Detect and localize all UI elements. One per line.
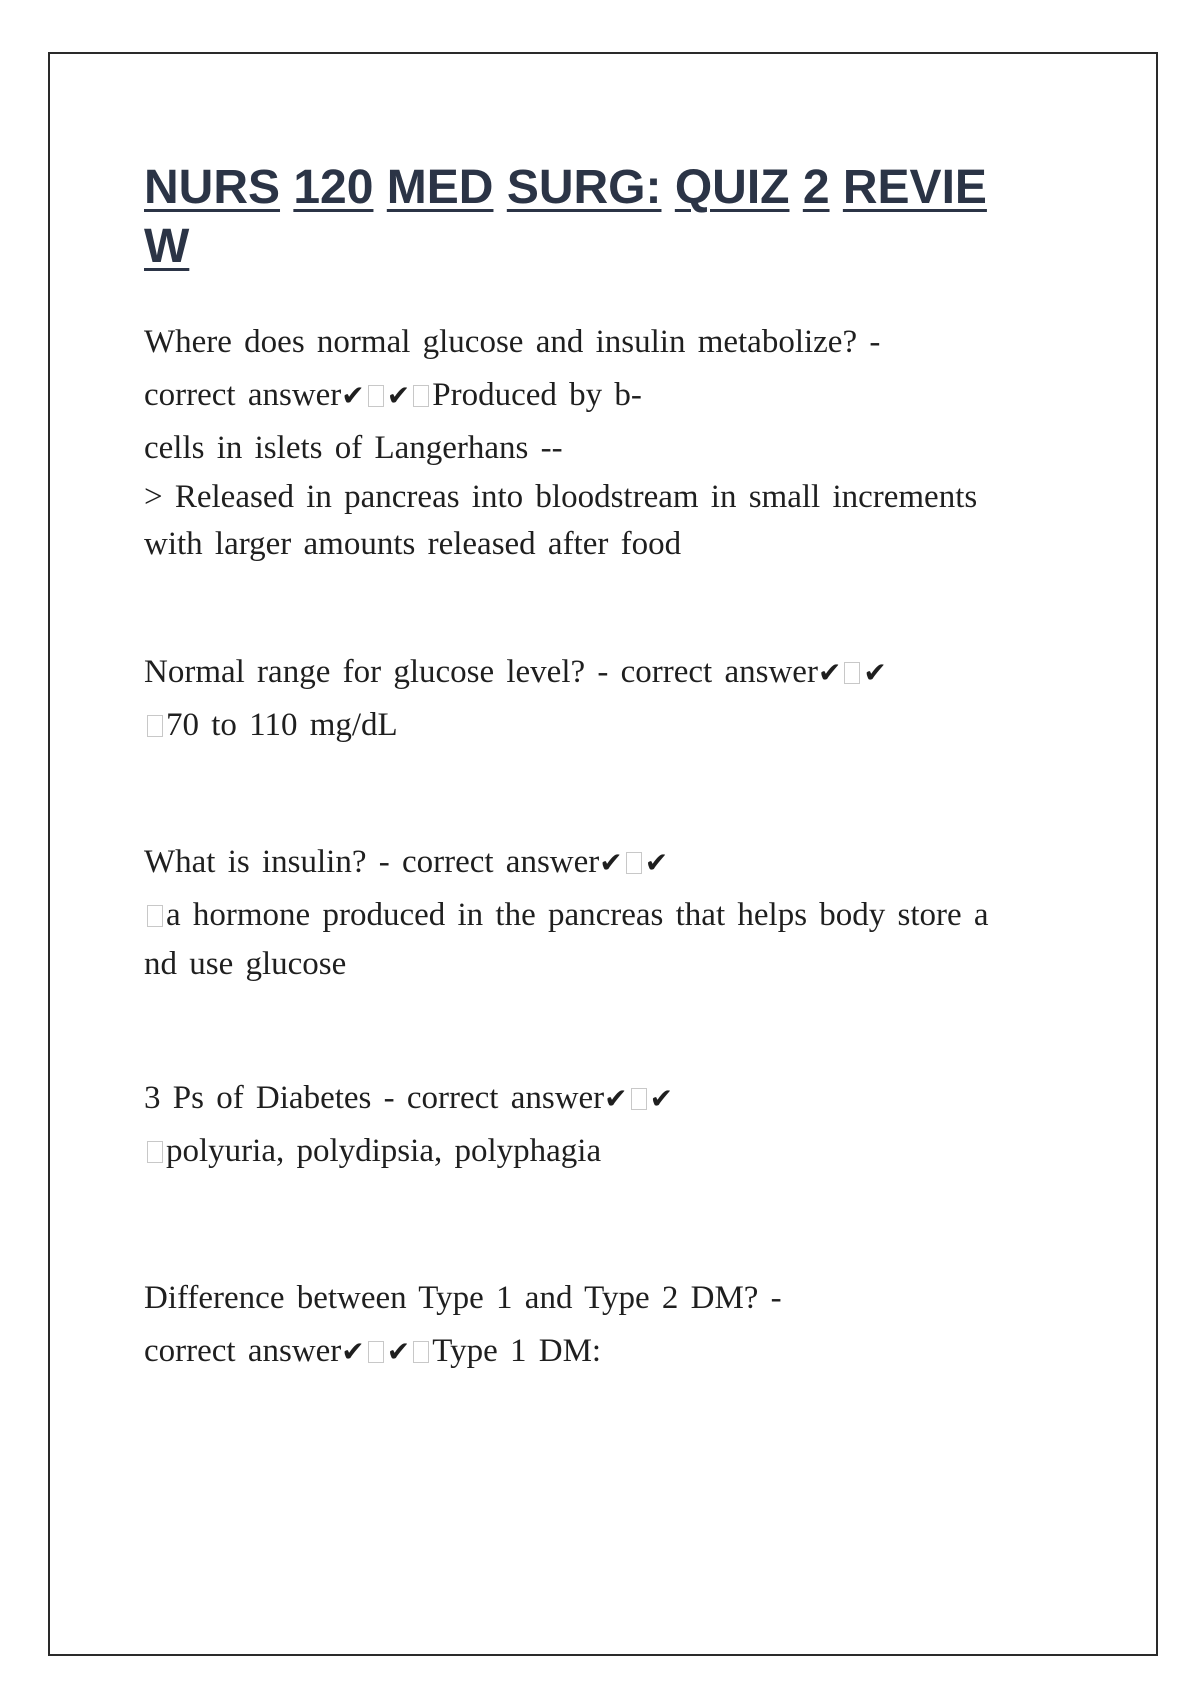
answer-prefix: correct answer xyxy=(144,1333,342,1369)
checkmark-icon: ✔ xyxy=(604,1082,628,1115)
question-text: Where does normal glucose and insulin metabolize? - xyxy=(144,324,881,360)
missing-glyph-box xyxy=(413,1341,429,1363)
checkmark-icon: ✔ xyxy=(341,379,365,412)
question-line xyxy=(144,836,989,889)
question-line xyxy=(144,1072,673,1125)
answer-text: polyuria, polydipsia, polyphagia xyxy=(166,1133,602,1169)
checkmark-icon: ✔ xyxy=(386,1335,411,1368)
question-text: Normal range for glucose level? - correct answer xyxy=(144,654,818,690)
answer-continuation: with larger amounts released after food xyxy=(144,526,682,562)
answer-line xyxy=(144,1325,782,1378)
checkmark-icon: ✔ xyxy=(341,1335,365,1368)
answer-text: a hormone produced in the pancreas that helps body store a xyxy=(166,897,989,933)
qa-item xyxy=(144,1272,782,1378)
checkmark-icon: ✔ xyxy=(386,379,411,412)
question-text: 3 Ps of Diabetes - correct answer xyxy=(144,1080,605,1116)
answer-text: Produced by b- xyxy=(432,377,642,413)
checkmark-icon: ✔ xyxy=(863,656,887,689)
title-word: 2 xyxy=(802,161,830,214)
missing-glyph-box xyxy=(147,715,163,737)
checkmark-icon: ✔ xyxy=(817,656,842,689)
answer-text: 70 to 110 mg/dL xyxy=(166,707,398,743)
answer-prefix: correct answer xyxy=(144,377,342,413)
missing-glyph-box xyxy=(147,1141,163,1163)
answer-line xyxy=(144,889,989,942)
title-word: SURG: xyxy=(506,161,662,214)
question-line xyxy=(144,646,887,699)
question-text: Difference between Type 1 and Type 2 DM? - xyxy=(144,1280,782,1316)
answer-continuation: nd use glucose xyxy=(144,946,347,982)
qa-item xyxy=(144,646,887,752)
missing-glyph-box xyxy=(626,852,642,874)
document-page xyxy=(48,52,1158,1656)
answer-line xyxy=(144,369,977,422)
missing-glyph-box xyxy=(413,385,429,407)
answer-line xyxy=(144,699,887,752)
question-text: What is insulin? - correct answer xyxy=(144,844,600,880)
answer-text: Type 1 DM: xyxy=(432,1333,602,1369)
missing-glyph-box xyxy=(631,1088,647,1110)
document-title xyxy=(144,158,1044,276)
qa-item xyxy=(144,836,989,991)
qa-item xyxy=(144,316,977,571)
title-word: MED xyxy=(386,161,494,214)
checkmark-icon: ✔ xyxy=(649,1082,674,1115)
answer-continuation: > Released in pancreas into bloodstream in small increments xyxy=(144,479,978,515)
title-word: NURS xyxy=(144,161,281,214)
title-word: REVIE xyxy=(842,161,987,214)
missing-glyph-box xyxy=(147,905,163,927)
qa-item xyxy=(144,1072,673,1178)
title-word: QUIZ xyxy=(674,161,790,214)
missing-glyph-box xyxy=(368,385,384,407)
answer-line xyxy=(144,1125,673,1178)
checkmark-icon: ✔ xyxy=(599,846,623,879)
answer-continuation: cells in islets of Langerhans -- xyxy=(144,430,563,466)
title-word: 120 xyxy=(293,161,374,214)
missing-glyph-box xyxy=(844,662,860,684)
checkmark-icon: ✔ xyxy=(644,846,669,879)
title-word: W xyxy=(144,220,190,273)
missing-glyph-box xyxy=(368,1341,384,1363)
